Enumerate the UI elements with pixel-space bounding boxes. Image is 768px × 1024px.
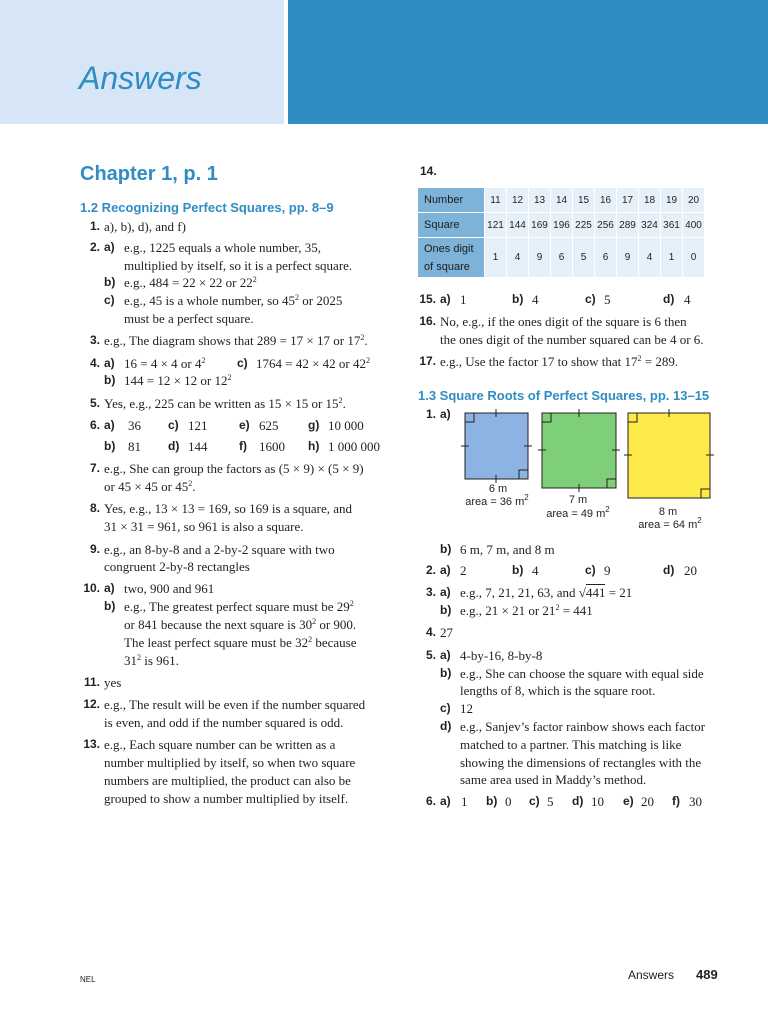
q5b-number: 5. — [425, 648, 436, 662]
q2b-d-answer: 20 — [684, 563, 697, 578]
q1b-b-answer: 6 m, 7 m, and 8 m — [460, 542, 555, 557]
q4-a-answer — [124, 355, 206, 372]
q2-c-mid: or 2025 — [298, 293, 343, 308]
page-title: Answers — [79, 60, 202, 96]
q11-answer: yes — [104, 675, 122, 690]
q6-f-label: f) — [239, 439, 247, 453]
q6-a-label: a) — [104, 418, 115, 432]
table-cell: 9 — [529, 238, 551, 278]
q7-line2-text: or 45 × 45 or 45 — [104, 479, 189, 494]
q5b-d-label: d) — [440, 719, 452, 733]
q15-a-label: a) — [440, 292, 451, 306]
q10-a-answer: two, 900 and 961 — [124, 581, 215, 596]
q6b-f-answer: 30 — [689, 794, 702, 809]
table-cell: 6 — [551, 238, 573, 278]
table-cell: 14 — [551, 188, 573, 213]
q4-a-exp: 2 — [201, 356, 206, 365]
q3b-a-text: e.g., 7, 21, 21, 63, and — [460, 585, 579, 600]
q2-a-line2: multiplied by itself, so it is a perfect square. — [124, 258, 353, 273]
table-cell: 256 — [595, 213, 617, 238]
table-cell: 19 — [661, 188, 683, 213]
q12-number: 12. — [83, 697, 100, 711]
table-cell: 0 — [683, 238, 705, 278]
square-6m-side: 6 m — [488, 483, 508, 495]
q6b-b-label: b) — [486, 794, 498, 808]
q2b-b-label: b) — [512, 563, 524, 577]
q2-c-text: e.g., 45 is a whole number, so 45 — [124, 293, 295, 308]
square-8m-side: 8 m — [658, 506, 678, 518]
square-7m-exp: 2 — [605, 505, 610, 514]
q1b-b-label: b) — [440, 542, 452, 556]
q11-number: 11. — [83, 675, 100, 689]
q3b-b-label: b) — [440, 603, 452, 617]
q4-c-label: c) — [237, 356, 248, 370]
table-cell: 225 — [573, 213, 595, 238]
q2b-number: 2. — [425, 563, 436, 577]
q4-c-answer — [256, 355, 370, 372]
q8-line1: Yes, e.g., 13 × 13 = 169, so 169 is a square, and — [104, 501, 353, 516]
q15-d-answer: 4 — [684, 292, 691, 307]
q15-b-answer: 4 — [532, 292, 539, 307]
q6-c-label: c) — [168, 418, 179, 432]
ones-digit-label: Ones digit — [424, 242, 474, 255]
q10-b-line3 — [124, 634, 357, 651]
chapter-heading: Chapter 1, p. 1 — [80, 163, 218, 185]
of-square-label: of square — [424, 260, 470, 273]
q5-answer: Yes, e.g., 225 can be written as 15 × 15 or $15^2$. — [104, 396, 346, 411]
q2-b-label: b) — [104, 275, 116, 289]
q10-b-label: b) — [104, 599, 116, 613]
q16-line1: No, e.g., if the ones digit of the square is 6 then — [440, 314, 687, 329]
q13-line3: numbers are multiplied, the product can also be — [104, 773, 351, 788]
page-number: 489 — [696, 967, 718, 982]
square-6m-area — [452, 493, 542, 508]
q1b-a-label: a) — [440, 407, 451, 421]
q5-text: Yes, e.g., 225 can be written as 15 × 15 or 15 — [104, 396, 339, 411]
q2-a-line1: e.g., 1225 equals a whole number, 35, — [124, 240, 321, 255]
q15-d-label: d) — [663, 292, 675, 306]
q5b-b-line2: lengths of 8, which is the square root. — [460, 683, 656, 698]
q1b-number: 1. — [425, 407, 436, 421]
q6b-a-label: a) — [440, 794, 451, 808]
square-7m — [542, 413, 616, 488]
q6b-number: 6. — [425, 794, 436, 808]
q2b-a-label: a) — [440, 563, 451, 577]
q4-c-text: 1764 = 42 × 42 or 42 — [256, 356, 366, 371]
q6-a-answer: 36 — [128, 418, 141, 433]
square-7m-side: 7 m — [568, 494, 588, 506]
square-8m-area — [622, 516, 718, 531]
q5b-a-answer: 4-by-16, 8-by-8 — [460, 648, 543, 663]
q17-end: = 289. — [641, 354, 679, 369]
q15-a-answer: 1 — [460, 292, 467, 307]
footer-publisher: NEL — [80, 975, 96, 984]
q6-e-label: e) — [239, 418, 250, 432]
q5b-b-line1: e.g., She can choose the square with equal side — [460, 666, 704, 681]
q5-exp: 2 — [338, 396, 343, 405]
table-cell: 196 — [551, 213, 573, 238]
q4b-answer: 27 — [440, 625, 453, 640]
q4b-number: 4. — [425, 625, 436, 639]
q2-c-line2: must be a perfect square. — [124, 311, 254, 326]
q6-h-label: h) — [308, 439, 320, 453]
header-band-right — [288, 0, 768, 124]
square-7m-area — [533, 505, 623, 520]
table-cell: 5 — [573, 238, 595, 278]
table-cell: 324 — [639, 213, 661, 238]
q2b-b-answer: 4 — [532, 563, 539, 578]
table-cell: 15 — [573, 188, 595, 213]
q3b-a-answer — [460, 584, 632, 601]
q1-number: 1. — [89, 219, 100, 233]
q7-number: 7. — [89, 461, 100, 475]
square-6m-exp: 2 — [524, 493, 529, 502]
q6-d-answer: 144 — [188, 439, 208, 454]
q3-answer: e.g., The diagram shows that 289 = 17 × 17 or $17^2$. — [104, 333, 368, 348]
q10-b-exp4: 2 — [137, 653, 141, 662]
q6-b-answer: 81 — [128, 439, 141, 454]
q10-a-label: a) — [104, 581, 115, 595]
square-7m-area-text: area = 49 m — [546, 508, 606, 520]
footer-section: Answers — [628, 968, 675, 982]
q10-b-line4 — [124, 652, 179, 669]
table-header-square: Square — [418, 213, 485, 238]
squares-table — [417, 187, 705, 278]
q5b-d-line3: showing the dimensions of rectangles with the — [460, 755, 702, 770]
q12-line2: is even, and odd if the number squared is odd. — [104, 715, 344, 730]
q16-number: 16. — [419, 314, 436, 328]
table-cell: 361 — [661, 213, 683, 238]
q5b-d-line1: e.g., Sanjev’s factor rainbow shows each factor — [460, 719, 706, 734]
square-6m-area-text: area = 36 m — [465, 496, 525, 508]
q2-a-label: a) — [104, 240, 115, 254]
q4-c-exp: 2 — [366, 356, 370, 365]
q2-c-label: c) — [104, 293, 115, 307]
q16-line2: the ones digit of the number squared can be 4 or 6. — [440, 332, 704, 347]
q6-h-answer: 1 000 000 — [328, 439, 380, 454]
q15-c-answer: 5 — [604, 292, 611, 307]
q6b-f-label: f) — [672, 794, 680, 808]
q10-b-exp1: 2 — [349, 599, 354, 608]
table-cell: 1 — [661, 238, 683, 278]
q12-line1: e.g., The result will be even if the number squared — [104, 697, 366, 712]
q6-g-answer: 10 000 — [328, 418, 364, 433]
q6b-e-label: e) — [623, 794, 634, 808]
q10-b-line1-text: e.g., The greatest perfect square must be 29 — [124, 599, 350, 614]
q6-c-answer: 121 — [188, 418, 208, 433]
q3-number: 3. — [89, 333, 100, 347]
q15-number: 15. — [419, 292, 436, 306]
table-cell: 13 — [529, 188, 551, 213]
q3-text: e.g., The diagram shows that 289 = 17 × 17 or 17 — [104, 333, 361, 348]
q10-number: 10. — [83, 581, 100, 595]
q4-number: 4. — [89, 356, 100, 370]
q9-number: 9. — [89, 542, 100, 556]
q2b-d-label: d) — [663, 563, 675, 577]
q6-b-label: b) — [104, 439, 116, 453]
q4-a-text: 16 = 4 × 4 or 4 — [124, 356, 202, 371]
q2b-a-answer: 2 — [460, 563, 467, 578]
q10-b-line4-end: is 961. — [141, 653, 179, 668]
q3b-b-end: = 441 — [559, 603, 593, 618]
table-cell: 20 — [683, 188, 705, 213]
q15-b-label: b) — [512, 292, 524, 306]
q8-line2: 31 × 31 = 961, so 961 is also a square. — [104, 519, 304, 534]
table-cell: 400 — [683, 213, 705, 238]
square-8m-area-text: area = 64 m — [638, 519, 698, 531]
q3b-b-exp: 2 — [555, 603, 560, 612]
q4-b-text: 144 = 12 × 12 or 12 — [124, 373, 228, 388]
square-6m — [465, 413, 528, 479]
table-cell: 121 — [485, 213, 507, 238]
q6b-c-answer: 5 — [547, 794, 554, 809]
q2-b-answer — [124, 274, 257, 291]
q2b-c-answer: 9 — [604, 563, 611, 578]
q2b-c-label: c) — [585, 563, 596, 577]
q4-b-exp: 2 — [227, 373, 232, 382]
q3b-b-text: e.g., 21 × 21 or 21 — [460, 603, 556, 618]
table-header-number: Number — [418, 188, 485, 213]
q10-b-line1 — [124, 598, 354, 615]
q7-line2: or 45 × 45 or $45^2$. — [104, 479, 196, 494]
q8-number: 8. — [89, 501, 100, 515]
q6b-c-label: c) — [529, 794, 540, 808]
table-header-ones-digit — [418, 238, 485, 278]
q5b-c-answer: 12 — [460, 701, 473, 716]
q4-b-answer — [124, 372, 232, 389]
table-cell: 144 — [507, 213, 529, 238]
q7-exp: 2 — [188, 479, 193, 488]
q9-line1: e.g., an 8-by-8 and a 2-by-2 square with two — [104, 542, 335, 557]
q7-line1: e.g., She can group the factors as (5 × 9) × (5 × 9) — [104, 461, 364, 476]
q5b-d-line4: same area used in Maddy’s method. — [460, 772, 647, 787]
table-cell: 4 — [639, 238, 661, 278]
q13-number: 13. — [83, 737, 100, 751]
q5b-a-label: a) — [440, 648, 451, 662]
q6b-d-label: d) — [572, 794, 584, 808]
table-cell: 9 — [617, 238, 639, 278]
q2-b-exp: 2 — [252, 275, 257, 284]
table-cell: 17 — [617, 188, 639, 213]
q6b-d-answer: 10 — [591, 794, 604, 809]
q2-b-text: e.g., 484 = 22 × 22 or 22 — [124, 275, 253, 290]
table-cell: 169 — [529, 213, 551, 238]
q3b-a-radicand: 441 — [585, 585, 606, 600]
table-cell: 16 — [595, 188, 617, 213]
q6-number: 6. — [89, 418, 100, 432]
q3b-a-label: a) — [440, 585, 451, 599]
table-cell: 6 — [595, 238, 617, 278]
q3b-b-answer — [460, 602, 593, 619]
q5b-b-label: b) — [440, 666, 452, 680]
q10-b-exp3: 2 — [308, 635, 313, 644]
q3b-a-end: = 21 — [605, 585, 633, 600]
q6b-a-answer: 1 — [461, 794, 468, 809]
q6b-e-answer: 20 — [641, 794, 654, 809]
table-cell: 11 — [485, 188, 507, 213]
q6b-b-answer: 0 — [505, 794, 512, 809]
q2-c-exp: 2 — [294, 293, 299, 302]
table-cell: 12 — [507, 188, 529, 213]
q10-b-line2-text: or 841 because the next square is 30 — [124, 617, 313, 632]
q10-b-exp2: 2 — [312, 617, 317, 626]
q4-b-label: b) — [104, 373, 116, 387]
q17-text: e.g., Use the factor 17 to show that 17 — [440, 354, 638, 369]
q13-line2: number multiplied by itself, so when two square — [104, 755, 356, 770]
q17-answer — [440, 353, 678, 370]
q15-c-label: c) — [585, 292, 596, 306]
q6-d-label: d) — [168, 439, 180, 453]
q3b-number: 3. — [425, 585, 436, 599]
q6-f-answer: 1600 — [259, 439, 285, 454]
q14-number: 14. — [420, 164, 437, 178]
q10-b-line3-end: because — [312, 635, 357, 650]
table-cell: 4 — [507, 238, 529, 278]
section-1-3-heading: 1.3 Square Roots of Perfect Squares, pp. 13–15 — [418, 388, 710, 403]
q4-a-label: a) — [104, 356, 115, 370]
square-8m-exp: 2 — [697, 516, 702, 525]
table-cell: 18 — [639, 188, 661, 213]
table-cell: 289 — [617, 213, 639, 238]
q13-line4: grouped to show a number multiplied by itself. — [104, 791, 349, 806]
q13-line1: e.g., Each square number can be written as a — [104, 737, 336, 752]
q9-line2: congruent 2-by-8 rectangles — [104, 559, 250, 574]
q6-g-label: g) — [308, 418, 320, 432]
q2-c-answer — [124, 292, 342, 309]
square-8m — [628, 413, 710, 498]
table-cell: 1 — [485, 238, 507, 278]
q10-b-line2 — [124, 616, 356, 633]
q17-number: 17. — [419, 354, 436, 368]
q5b-c-label: c) — [440, 701, 451, 715]
q10-b-line3-text: The least perfect square must be 32 — [124, 635, 309, 650]
q10-b-line2-end: or 900. — [316, 617, 357, 632]
q5-number: 5. — [89, 396, 100, 410]
section-1-2-heading: 1.2 Recognizing Perfect Squares, pp. 8–9 — [80, 200, 334, 215]
q3-exp: 2 — [360, 333, 365, 342]
sqrt-sign-icon: √ — [578, 585, 586, 600]
q10-b-line4-text: 31 — [124, 653, 137, 668]
q6-e-answer: 625 — [259, 418, 279, 433]
q5b-d-line2: matched to a partner. This matching is like — [460, 737, 682, 752]
q1-answer: a), b), d), and f) — [104, 219, 186, 234]
q2-number: 2. — [89, 240, 100, 254]
q17-exp: 2 — [637, 354, 642, 363]
